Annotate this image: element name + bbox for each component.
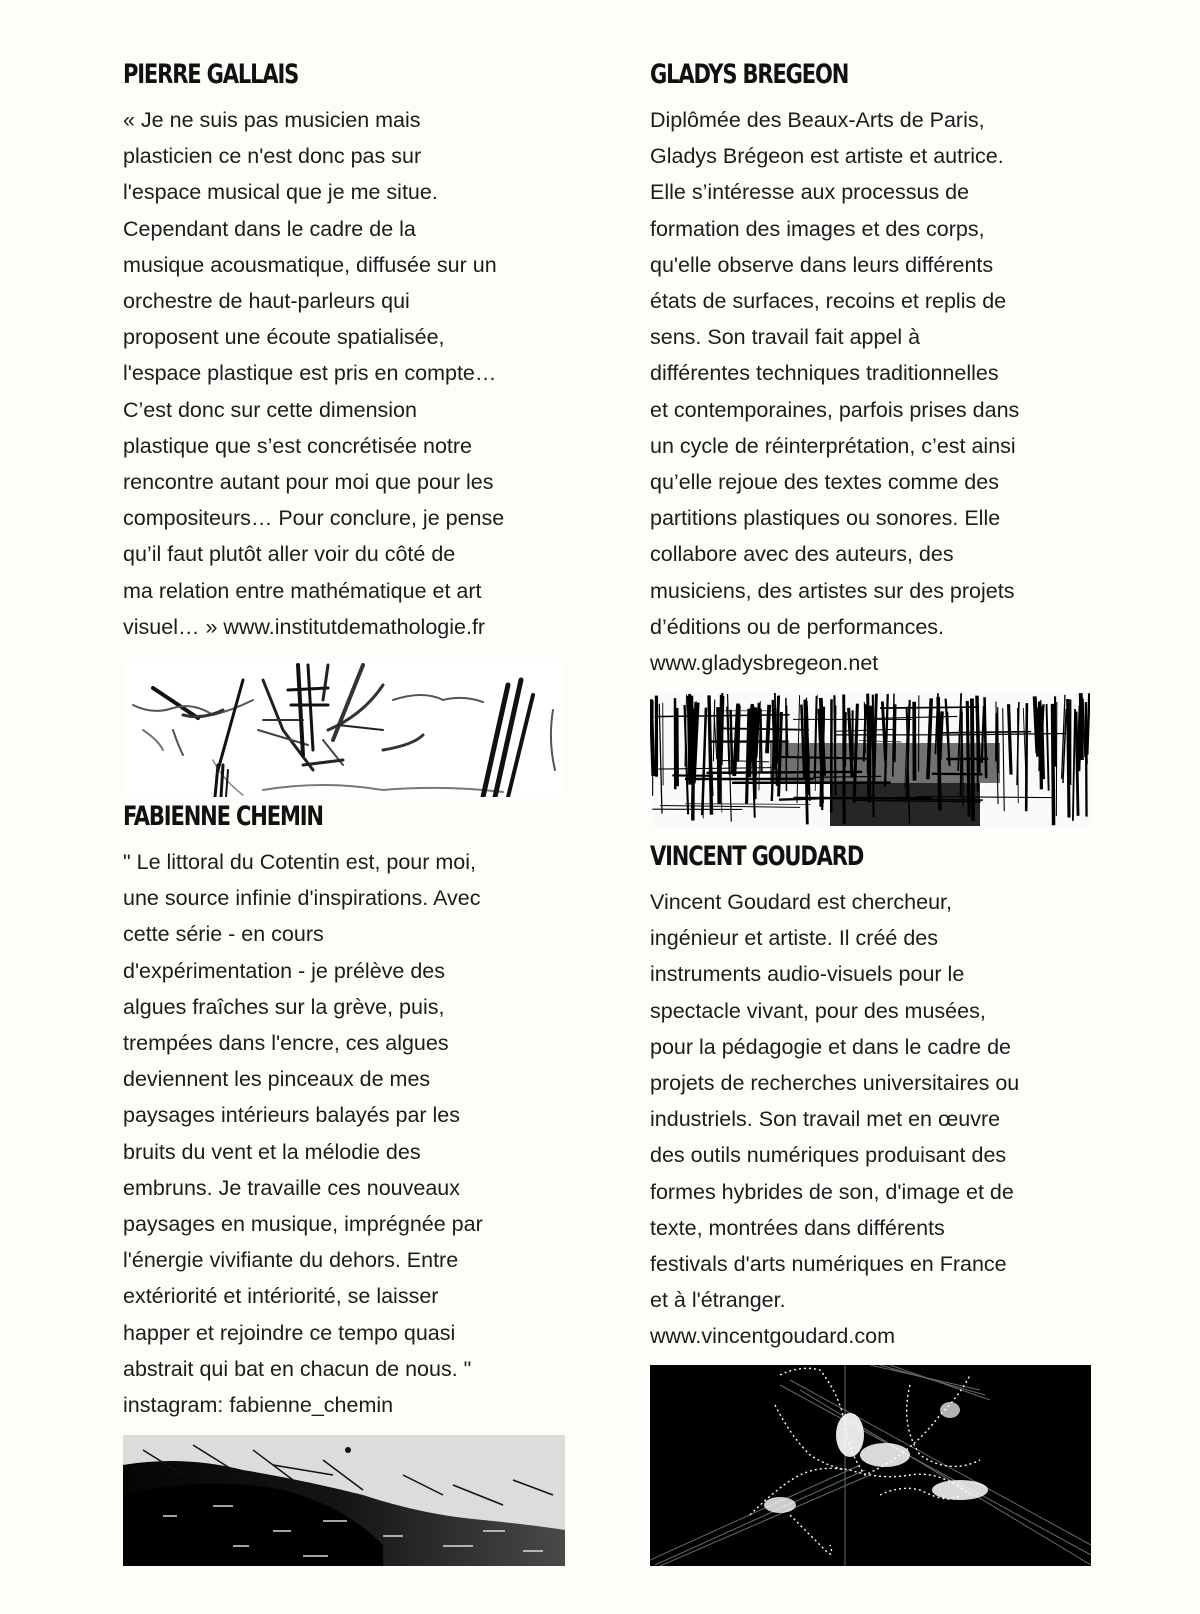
artist-fabienne-chemin xyxy=(123,800,573,1423)
glyph-stroke xyxy=(1026,703,1027,811)
artwork-pierre-gallais xyxy=(123,660,565,797)
glyph-stroke xyxy=(1068,699,1069,817)
ink-landscape-image xyxy=(123,1435,565,1566)
typographic-layers-image xyxy=(650,693,1090,826)
brush-strokes-image xyxy=(123,660,565,797)
artist-website-link[interactable]: www.institutdemathologie.fr xyxy=(223,614,486,639)
glyph-stroke xyxy=(651,699,654,776)
artist-website-link[interactable]: www.gladysbregeon.net xyxy=(650,651,879,676)
artist-bio xyxy=(123,102,573,645)
artist-name: PIERRE GALLAIS xyxy=(123,59,299,90)
glyph-stroke xyxy=(689,699,690,784)
artist-gladys-bregeon xyxy=(650,58,1100,681)
artist-website-link[interactable]: www.vincentgoudard.com xyxy=(650,1324,895,1349)
artist-name: VINCENT GOUDARD xyxy=(650,841,864,872)
glyph-stroke xyxy=(761,709,762,772)
artist-bio: " Le littoral du Cotentin est, pour moi, une source infinie d'inspirations. Avec cette série - en cours d'expérimentation - je prélève des algues fraîches sur la grève, puis, trempées dans l'encre, ces algues deviennent les pinceaux de mes paysages intérieurs balayés par les bruits du vent et la mélodie des embruns. Je travaille ces nouveaux paysages en musique, imprégnée par l'énergie vivifiante du dehors. Entre extériorité et intériorité, se laisser happer et rejoindre ce tempo quasi abstrait qui bat en chacun de nous. " xyxy=(123,850,483,1381)
particle-traces-image xyxy=(650,1365,1091,1566)
artwork-fabienne-chemin xyxy=(123,1435,565,1566)
glyph-stroke xyxy=(1081,693,1082,760)
artist-bio: Diplômée des Beaux-Arts de Paris, Gladys Brégeon est artiste et autrice. Elle s’intéresse aux processus de formation des images et des corps, qu'elle observe dans leurs différents états de surfaces, recoins et replis de sens. Son travail fait appel à différentes techniques traditionnelles et contemporaines, parfois prises dans un cycle de réinterprétation, c’est ainsi qu’elle rejoue des textes comme des partitions plastiques ou sonores. Elle collabore avec des auteurs, des musiciens, des artistes sur des projets d’éditions ou de performances. xyxy=(650,108,1020,639)
artist-instagram-link[interactable]: instagram: fabienne_chemin xyxy=(123,1393,394,1418)
artist-bio-text: « Je ne suis pas musicien mais plasticien ce n'est donc pas sur l'espace musical que je me situe. Cependant dans le cadre de la musique acousmatique, diffusée sur un orchestre de haut-parleurs qui proposent une écoute spatialisée, l'espace plastique est pris en compte… C’est donc sur cette dimension plastique que s’est concrétisée notre rencontre autant pour moi que pour les compositeurs… Pour conclure, je pense qu’il faut plutôt aller voir du côté de ma relation entre mathématique et art visuel… » xyxy=(123,108,505,639)
glyph-stroke xyxy=(738,705,740,761)
glyph-stroke xyxy=(1053,704,1054,825)
artist-vincent-goudard xyxy=(650,840,1100,1355)
artwork-gladys-bregeon xyxy=(650,693,1090,826)
glyph-stroke xyxy=(1035,696,1038,753)
glyph-stroke xyxy=(880,707,979,708)
artwork-vincent-goudard xyxy=(650,1365,1091,1566)
artist-name: FABIENNE CHEMIN xyxy=(123,801,323,832)
artist-pierre-gallais xyxy=(123,58,573,645)
artist-bio: Vincent Goudard est chercheur, ingénieur et artiste. Il créé des instruments audio-visuels pour le spectacle vivant, pour des musées, pour la pédagogie et dans le cadre de projets de recherches universitaires ou industriels. Son travail met en œuvre des outils numériques produisant des formes hybrides de son, d'image et de texte, montrées dans différents festivals d'arts numériques en France et à l'étranger. xyxy=(650,890,1020,1313)
artist-name: GLADYS BREGEON xyxy=(650,59,849,90)
